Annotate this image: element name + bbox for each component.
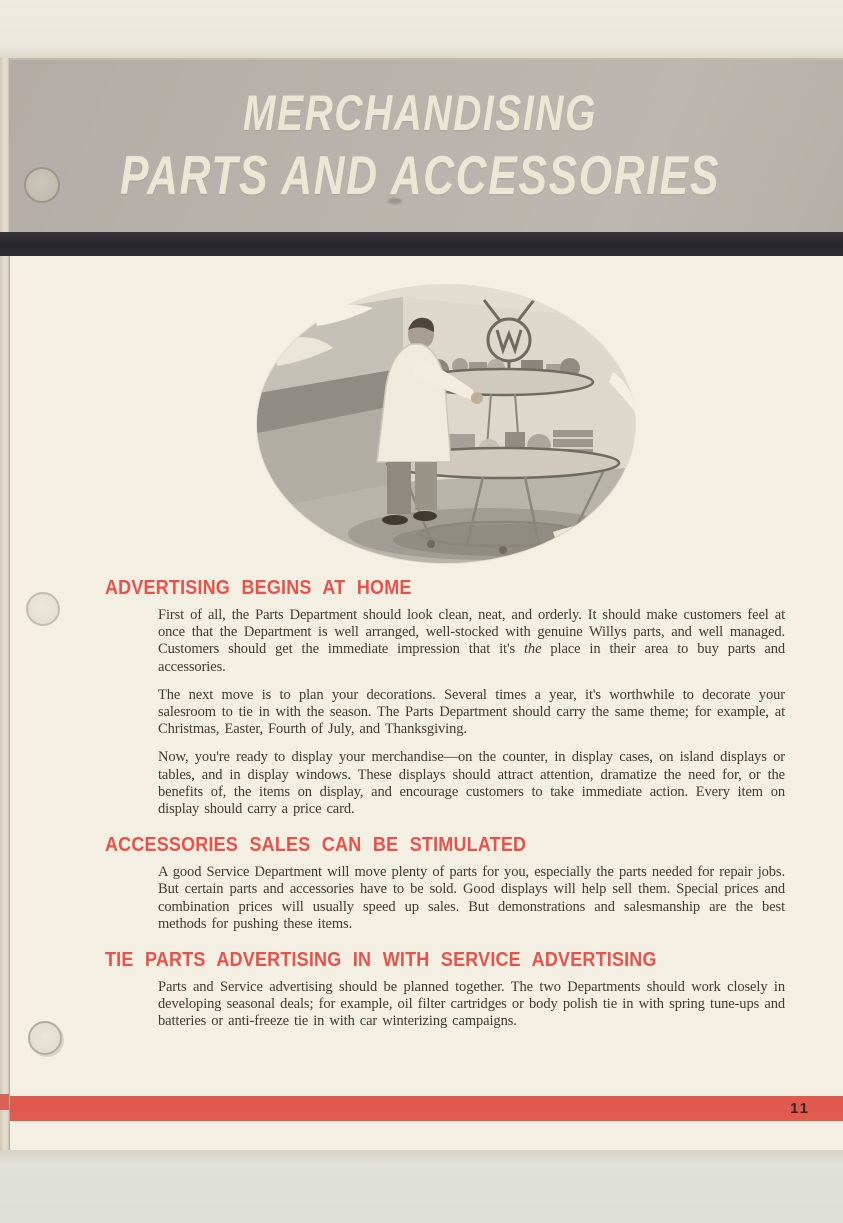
body-paragraph xyxy=(158,979,785,1031)
scan-background-top xyxy=(0,0,843,58)
body-paragraph xyxy=(158,687,785,739)
photo-illustration xyxy=(253,282,640,568)
title-banner xyxy=(10,58,843,234)
punch-hole-middle xyxy=(26,592,60,626)
body-paragraph xyxy=(158,607,785,676)
content-section xyxy=(10,950,843,1031)
text-run: The next move is to plan your decorations. Several times a year, it's worthwhile to decorate your salesroom to tie in with the season. The Parts Department should carry the same theme; for example, at Christmas, Easter, Fourth of July, and Thanksgiving. xyxy=(158,686,785,738)
page-number: 11 xyxy=(790,1100,810,1117)
text-run: First of all, the Parts Department should look clean, neat, and orderly. It should make customers feel at once that the Department is well arranged, well-stocked with genuine Willys parts, and well managed. Customers should get the immediate impression that it's xyxy=(158,607,785,658)
text-run: place in their area to buy parts and accessories. xyxy=(158,641,785,675)
content-section xyxy=(10,578,843,818)
page-title-line1: MERCHANDISING xyxy=(243,85,597,141)
under-page-red-edge xyxy=(0,1094,9,1110)
body-paragraph xyxy=(158,864,785,933)
text-run: Parts and Service advertising should be planned together. The two Departments should work closely in developing seasonal deals; for example, oil filter cartridges or body polish tie in with spring tune-ups and batteries or anti-freeze tie in with car winterizing campaigns. xyxy=(158,979,785,1030)
punch-hole-bottom xyxy=(28,1021,62,1055)
text-run: Now, you're ready to display your merchandise—on the counter, in display cases, on island displays or tables, and in display windows. These displays should attract attention, dramatize the need for, or the benefits of, the items on display, and encourage customers to take immediate action. Every item on display should carry a price card. xyxy=(158,749,785,818)
footer-bar xyxy=(10,1096,843,1121)
page-title-line2: PARTS AND ACCESSORIES xyxy=(119,144,721,206)
section-heading: ADVERTISING BEGINS AT HOME xyxy=(105,577,412,599)
emphasized-word: the xyxy=(523,641,542,658)
section-heading: ACCESSORIES SALES CAN BE STIMULATED xyxy=(105,834,527,857)
body-paragraph xyxy=(158,749,785,818)
page-edge-strip xyxy=(0,58,10,1150)
scan-smudge xyxy=(388,198,402,204)
display-table-photo xyxy=(253,282,640,568)
punch-hole-top xyxy=(24,167,60,203)
content-section xyxy=(10,835,843,933)
text-run: A good Service Department will move plenty of parts for you, especially the parts needed for repair jobs. But certain parts and accessories have to be sold. Good displays will help sell them. Special prices and combination prices will usually speed up sales. But demonstrations and salesmanship are the best methods for pushing these items. xyxy=(158,864,785,932)
divider-bar xyxy=(0,232,843,256)
section-heading: TIE PARTS ADVERTISING IN WITH SERVICE ADVERTISING xyxy=(105,949,657,972)
page-body-text xyxy=(10,578,843,1048)
scan-background-bottom xyxy=(0,1150,843,1223)
page xyxy=(10,58,843,1150)
